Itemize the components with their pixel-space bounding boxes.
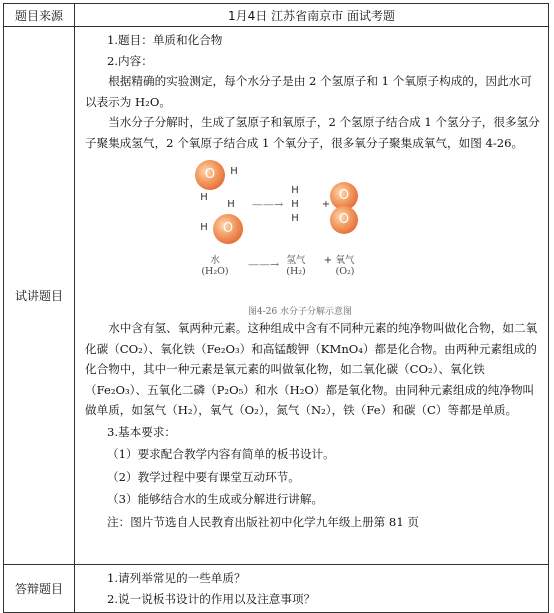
qa-content [75, 565, 549, 613]
hydrogen-atom: H [291, 199, 299, 210]
reaction-arrow: ——→ [252, 198, 284, 211]
paragraph-2: 当水分子分解时，生成了氢原子和氧原子，2 个氢原子结合成 1 个氢分子，很多氢分子聚集成氢气，2 个氧原子结合成 1 个氧分子，很多氧分子聚集成氧气，如图 4-26。 [85, 115, 540, 150]
requirement-2: （2）教学过程中要有课堂互动环节。 [107, 469, 300, 484]
oxygen-atom: O [330, 206, 358, 234]
water-decomposition-figure [190, 158, 355, 318]
hydrogen-atom: H [291, 213, 299, 224]
source-label: 题目来源 [4, 4, 75, 27]
question-1: 1.请列举常见的一些单质？ [107, 571, 246, 585]
requirement-1: （1）要求配合教学内容有简单的板书设计。 [107, 447, 335, 461]
oxygen-atom: O [195, 160, 225, 190]
source-note: 注：图片节选自人民教育出版社初中化学九年级上册第 81 页 [107, 514, 419, 529]
content-label: 2.内容： [107, 53, 153, 68]
hydrogen-label: 氢气 (H₂) [286, 255, 306, 277]
oxygen-label: 氧气 (O₂) [335, 255, 355, 277]
hydrogen-atom: H [200, 222, 208, 233]
label-plus: + [323, 255, 333, 266]
water-label: 水 (H₂O) [201, 255, 229, 277]
paragraph-3: 水中含有氢、氧两种元素。这种组成中含有不同种元素的纯净物叫做化合物，如二氧化碳（CO₂）、氧化铁（Fe₂O₃）和高锰酸钾（KMnO₄）都是化合物。由两种元素组成的化合物中，其中一种元素是氧元素的叫做氧化物，如二氧化碳（CO₂）、氧化铁（Fe₂O₃）、五氧化二磷（P₂O₅）和水（H₂O）都是氧化物。由同种元素组成的纯净物叫做单质，如氢气（H₂），氧气（O₂），氮气（N₂），铁（Fe）和碳（C）等都是单质。 [85, 321, 538, 417]
hydrogen-atom: H [227, 199, 235, 210]
hydrogen-atom: H [291, 185, 299, 196]
topic-line: 1.题目：单质和化合物 [107, 33, 223, 47]
requirement-3: （3）能够结合水的生成或分解进行讲解。 [107, 492, 324, 506]
plus-sign: + [321, 199, 331, 210]
hydrogen-atom: H [200, 192, 208, 203]
trial-label: 试讲题目 [4, 27, 75, 565]
source-value: 1月4日 江苏省南京市 面试考题 [75, 4, 549, 27]
label-arrow: ——→ [248, 258, 280, 271]
oxygen-atom: O [213, 214, 243, 244]
hydrogen-atom: H [230, 166, 238, 177]
figure-caption: 图4-26 水分子分解示意图 [247, 307, 353, 317]
paragraph-1: 根据精确的实验测定，每个水分子是由 2 个氢原子和 1 个氧原子构成的，因此水可以表示为 H₂O。 [85, 74, 532, 109]
requirements-label: 3.基本要求： [107, 424, 177, 439]
exam-table [3, 3, 549, 613]
oxygen-atom: O [330, 182, 358, 210]
trial-content [75, 27, 549, 565]
qa-label: 答辩题目 [4, 565, 75, 613]
question-2: 2.说一说板书设计的作用以及注意事项？ [107, 591, 316, 606]
